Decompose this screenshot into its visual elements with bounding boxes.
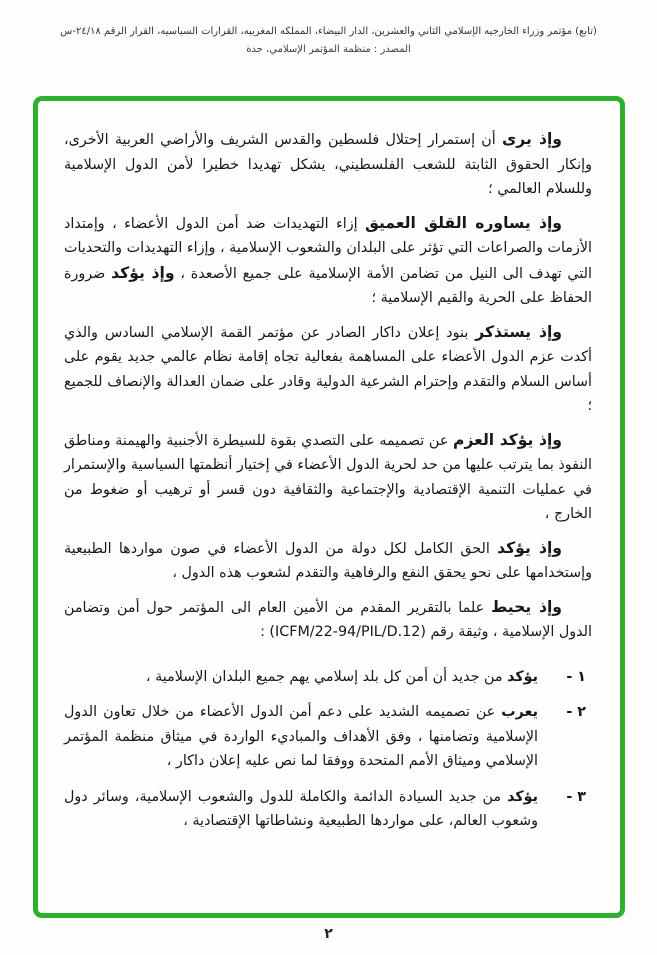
paragraph-lead: وإذ يحيط [491,597,562,616]
item-lead: يعرب [501,704,538,720]
paragraph-lead: وإذ يرى [501,130,562,148]
item-number: ١ - [566,668,586,685]
resolution-item-3 [64,785,586,834]
paragraph-text: عن تصميمه على التصدي بقوة للسيطرة الأجنبية والهيمنة ومناطق النفوذ بما يترتب عليها من حد لحرية الدول الأعضاء في إختيار أنظمتها السياسية والإستمرار في عمليات التنمية الإقتصادية والإجتماعية والثقافية دون قسر أو ترهيب أو ضغوط من الخارج ، [63,432,592,522]
document-header [14,26,643,55]
paragraph-1 [64,127,592,202]
document-body [38,101,620,913]
paragraph-6 [64,595,592,645]
paragraph-lead: وإذ يستذكر [475,322,562,341]
item-number: ٢ - [566,704,586,720]
resolution-items-list [64,665,592,834]
header-source-line: المصدر : منظمة المؤتمر الإسلامي، جدة [246,44,411,55]
paragraph-3 [64,320,592,419]
item-rest: من جديد السيادة الدائمة والكاملة للدول والشعوب الإسلامية، وسائر دول وشعوب العالم، على مواردها الطبيعية ونشاطاتها الإقتصادية ، [64,788,538,829]
header-reference-line: (تابع) مؤتمر وزراء الخارجيه الإسلامي الثاني والعشرين، الدار البيضاء، المملكه المغربيه، القرارات السياسيه، القرار الرقم ٢٤/١٨-س [60,26,597,37]
paragraph-text: علما بالتقرير المقدم من الأمين العام الى المؤتمر حول أمن وتضامن الدول الإسلامية ، وثيقة رقم (ICFM/22-94/PIL/D.12) : [64,599,592,640]
paragraph-lead: وإذ يؤكد [111,263,175,282]
item-lead: يؤكد [507,788,538,805]
paragraph-5 [64,536,592,586]
item-rest: من جديد أن أمن كل بلد إسلامي يهم جميع البلدان الإسلامية ، [145,668,508,685]
paragraph-lead: وإذ يساوره القلق العميق [364,213,562,232]
item-lead: يؤكد [507,668,538,685]
paragraph-lead: وإذ يؤكد العزم [453,430,562,449]
paragraph-lead: وإذ يؤكد [497,538,562,557]
paragraph-4 [64,428,592,527]
item-text [64,785,538,834]
item-text [64,700,538,774]
green-annotation-box [33,96,625,918]
paragraph-text: الحق الكامل لكل دولة من الدول الأعضاء في صون مواردها الطبيعية وإستخدامها على نحو يحقق النفع والرفاهية والتقدم لشعوب هذه الدول ، [64,540,592,581]
page-number: ٢ [324,926,333,942]
resolution-item-1 [64,665,586,690]
resolution-item-2 [64,700,586,774]
paragraph-text: أن إستمرار إحتلال فلسطين والقدس الشريف والأراضي العربية الأخرى، وإنكار الحقوق الثابتة للشعب الفلسطيني، يشكل تهديدا خطيرا لأمن الدول الإسلامية وللسلام العالمي ؛ [64,132,592,197]
item-number: ٣ - [566,788,586,805]
paragraph-text: إزاء التهديدات ضد أمن الدول الأعضاء ، وإمتداد الأزمات والصراعات التي تؤثر على البلدان والشعوب الإسلامية ، وإزاء التهديدات والتحديات التي تهدف الى النيل من تضامن الأمة الإسلامية على جميع الأصعدة ، [64,215,592,282]
item-rest: عن تصميمه الشديد على دعم أمن الدول الأعضاء من خلال تعاون الدول الإسلامية وتضامنها ، وفق الأهداف والمباديء الواردة في ميثاق منظمة المؤتمر الإسلامي وميثاق الأمم المتحدة ووفقا لما نص عليه إعلان داكار ، [64,704,538,769]
paragraph-text: بنود إعلان داكار الصادر عن مؤتمر القمة الإسلامي السادس والذي أكدت عزم الدول الأعضاء على المساهمة بفعالية تجاه إقامة نظام عالمي جديد يقوم على أساس السلام والتقدم وإحترام الشرعية الدولية وقادر على ضمان العدالة والإنصاف للجميع ؛ [64,324,592,414]
paragraph-2 [64,211,592,311]
paragraph-text: ضرورة الحفاظ على الحرية والقيم الإسلامية ؛ [64,265,592,306]
item-text [64,665,538,690]
